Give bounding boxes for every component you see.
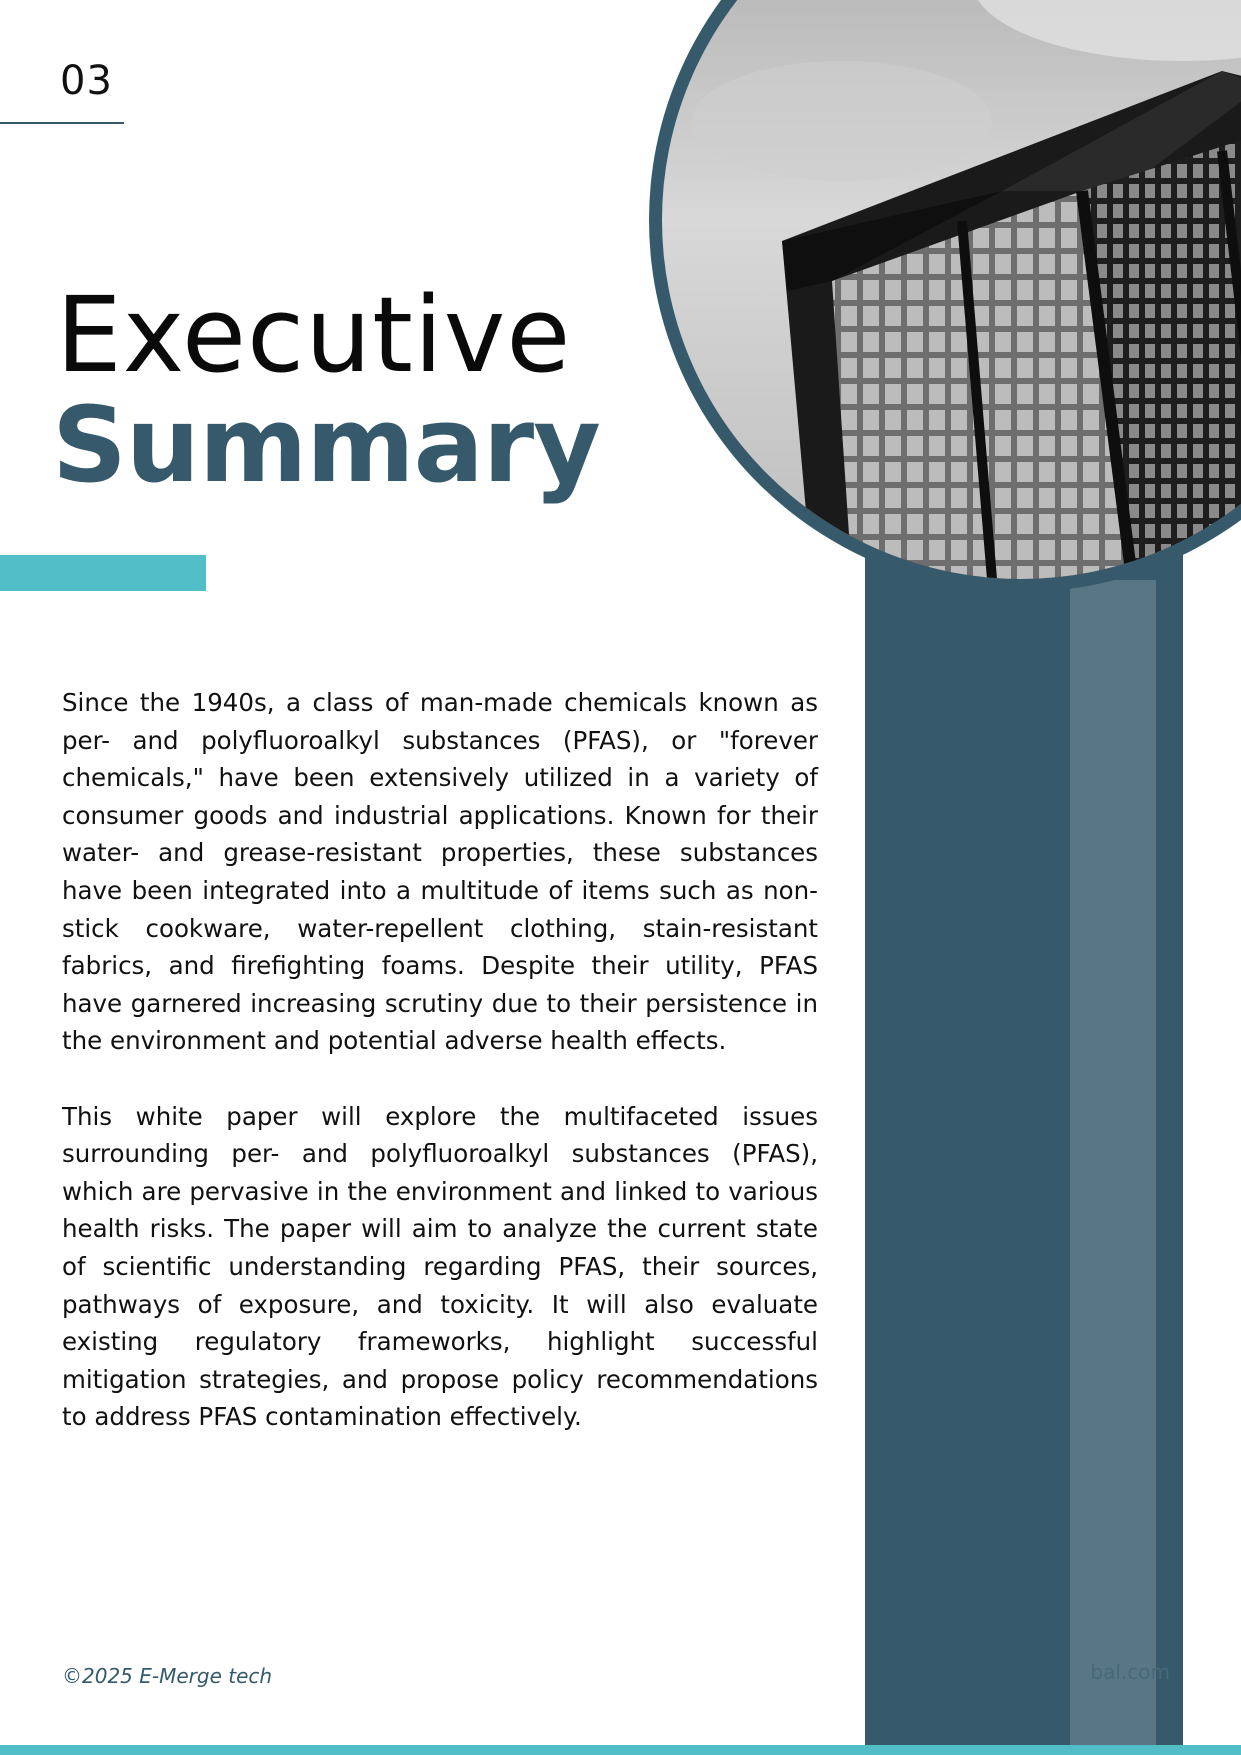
body-paragraph-2: This white paper will explore the multifaceted issues surrounding per- and polyfluoroalkyl substances (PFAS), which are pervasive in the environment and linked to various health risks. The paper will aim to analyze the current state of scientific understanding regarding PFAS, their sources, pathways of exposure, and toxicity. It will also evaluate existing regulatory frameworks, highlight successful mitigation strategies, and propose policy recommendations to address PFAS contamination effectively. <box>62 1101 818 1432</box>
executive-summary-body <box>62 684 818 1473</box>
skyscraper-photo <box>662 0 1241 579</box>
accent-bar <box>0 555 206 591</box>
page-title-line1: Executive <box>56 274 572 396</box>
bottom-accent-bar <box>0 1745 1241 1755</box>
decorative-column-stripe <box>1070 580 1156 1745</box>
skyscraper-icon <box>662 0 1241 579</box>
page-title-line2: Summary <box>52 384 600 506</box>
footer-url[interactable]: bal.com <box>1090 1660 1170 1684</box>
page-number: 03 <box>60 58 113 104</box>
page-number-divider <box>0 122 124 124</box>
body-paragraph-1: Since the 1940s, a class of man-made chemicals known as per- and polyfluoroalkyl substances (PFAS), or "forever chemicals," have been extensively utilized in a variety of consumer goods and industrial applications. Known for their water- and grease-resistant properties, these substances have been integrated into a multitude of items such as non-stick cookware, water-repellent clothing, stain-resistant fabrics, and firefighting foams. Despite their utility, PFAS have garnered increasing scrutiny due to their persistence in the environment and potential adverse health effects. <box>62 688 818 1056</box>
footer-copyright: ©2025 E-Merge tech <box>62 1664 273 1688</box>
skyscraper-photo-frame <box>649 0 1241 592</box>
